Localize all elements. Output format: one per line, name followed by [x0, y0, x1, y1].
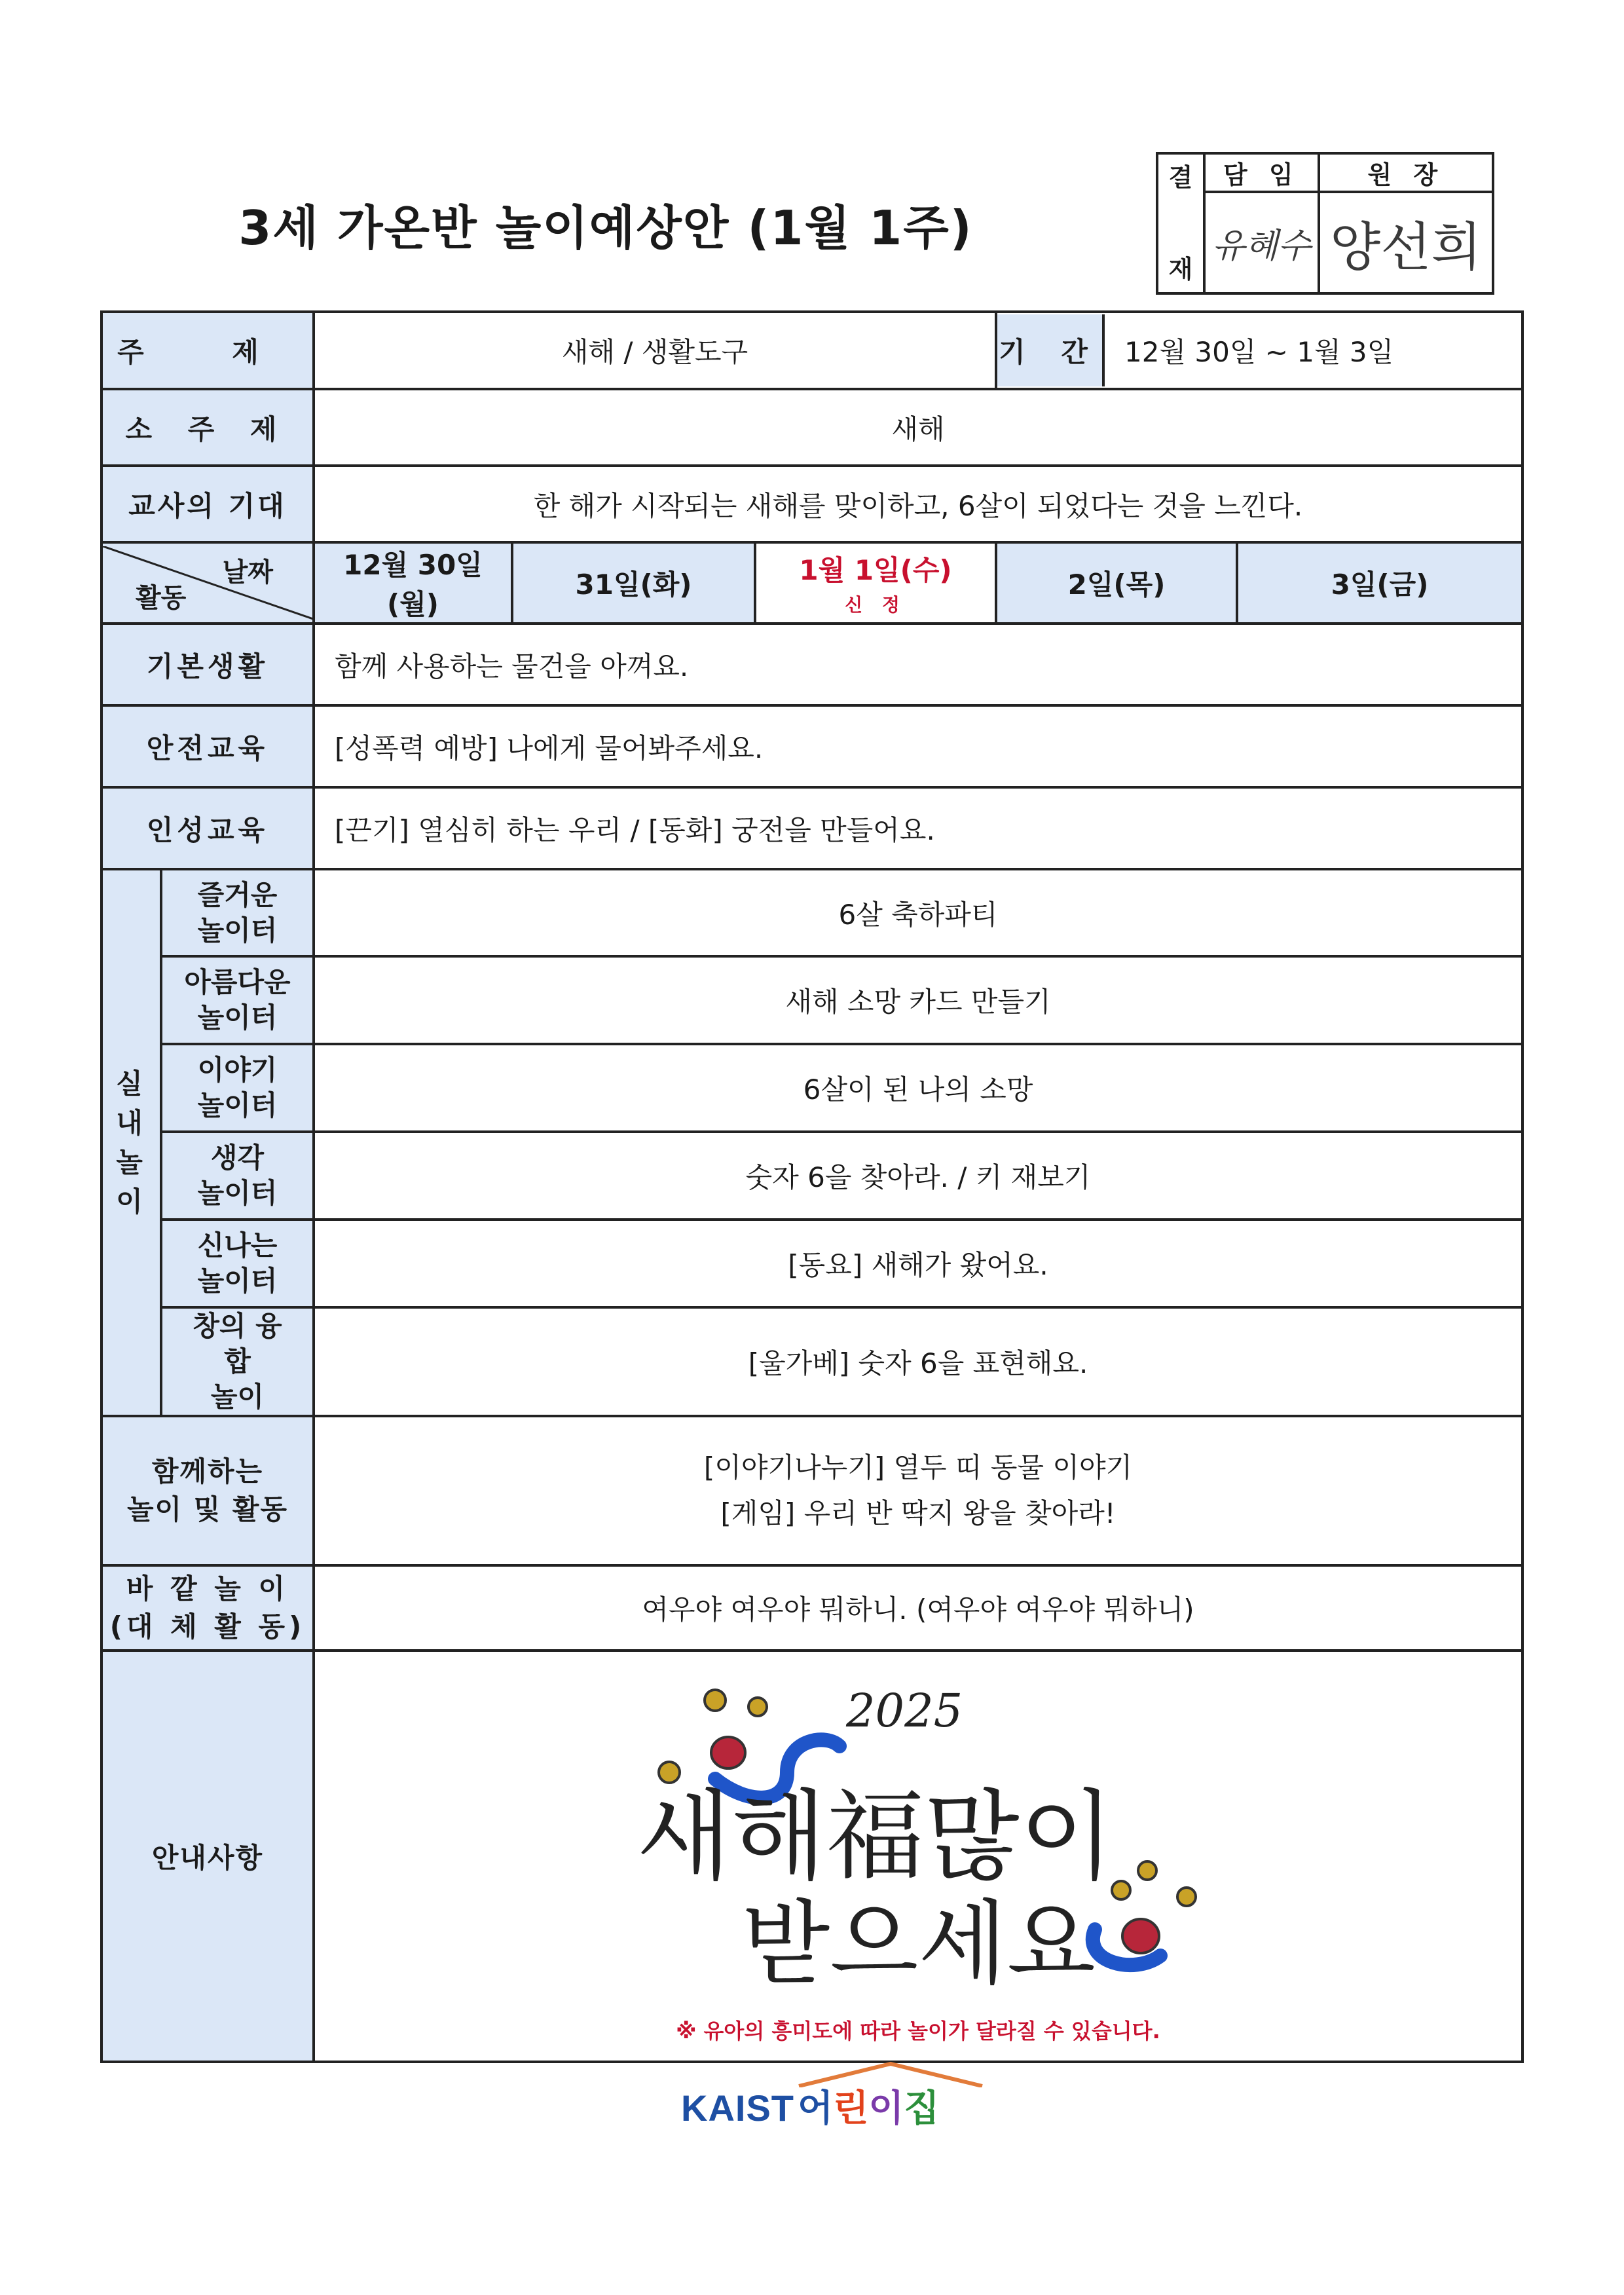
theme-value: 새해 / 생활도구	[314, 312, 996, 389]
area-label-1b: 놀이터	[197, 914, 278, 946]
safety-value: [성폭력 예방] 나에게 물어봐주세요.	[314, 705, 1522, 787]
area-label-6a: 창의 융합	[193, 1310, 282, 1377]
coin-icon	[1177, 1888, 1196, 1906]
basic-life-value: 함께 사용하는 물건을 아껴요.	[314, 624, 1522, 705]
expectation-value: 한 해가 시작되는 새해를 맞이하고, 6살이 되었다는 것을 느낀다.	[314, 466, 1522, 542]
subtheme-row	[101, 389, 1522, 466]
area-label-4b: 놀이터	[197, 1177, 278, 1209]
indoor-row-4	[101, 1132, 1522, 1220]
notice-label: 안내사항	[101, 1651, 314, 2062]
indoor-char-3: 놀	[116, 1146, 147, 1178]
basic-life-row	[101, 624, 1522, 705]
indoor-play-label	[101, 869, 161, 1416]
approval-role-director: 원 장	[1319, 153, 1493, 192]
together-row	[101, 1416, 1522, 1565]
outdoor-value: 여우야 여우야 뭐하니. (여우야 여우야 뭐하니)	[314, 1565, 1522, 1651]
expectation-label: 교사의 기대	[101, 466, 314, 542]
day-mon: 12월 30일(월)	[314, 542, 512, 624]
outdoor-label	[101, 1565, 314, 1651]
diagonal-divider	[103, 546, 315, 620]
notice-footnote: ※ 유아의 흥미도에 따라 놀이가 달라질 수 있습니다.	[676, 2019, 1160, 2043]
date-header-row	[101, 542, 1522, 624]
indoor-row-1	[101, 869, 1522, 956]
day-wed-holiday	[755, 542, 996, 624]
notice-content	[314, 1651, 1522, 2062]
safety-row	[101, 705, 1522, 787]
approval-side-bottom: 재	[1168, 255, 1193, 284]
approval-side-label	[1157, 153, 1204, 293]
indoor-row-2	[101, 956, 1522, 1044]
expectation-row	[101, 466, 1522, 542]
indoor-char-2: 내	[116, 1106, 147, 1139]
area-label-1a: 즐거운	[197, 878, 278, 911]
lucky-pouch-icon	[1122, 1919, 1159, 1953]
footer-logo	[681, 2080, 940, 2138]
area-value-6: [울가베] 숫자 6을 표현해요.	[314, 1307, 1522, 1416]
coin-icon	[1138, 1861, 1156, 1880]
area-label-3	[161, 1044, 314, 1132]
area-value-4: 숫자 6을 찾아라. / 키 재보기	[314, 1132, 1522, 1220]
art-line-1: 새해福많이	[637, 1780, 1115, 1894]
director-signature	[1319, 192, 1493, 293]
outdoor-label-2: (대 체 활 동)	[109, 1611, 306, 1643]
date-activity-header	[101, 542, 314, 624]
area-label-5a: 신나는	[197, 1229, 278, 1261]
theme-row	[101, 312, 1522, 389]
art-line-2: 받으세요	[741, 1891, 1096, 1998]
logo-char-4: 집	[904, 2087, 940, 2130]
together-line-2: [게임] 우리 반 딱지 왕을 찾아라!	[720, 1497, 1116, 1529]
indoor-char-4: 이	[116, 1185, 147, 1218]
area-label-2b: 놀이터	[197, 1001, 278, 1034]
together-label-1: 함께하는	[151, 1455, 264, 1487]
indoor-row-5	[101, 1220, 1522, 1307]
together-label-2: 놀이 및 활동	[126, 1493, 289, 1525]
together-line-1: [이야기나누기] 열두 띠 동물 이야기	[703, 1451, 1133, 1483]
day-thu: 2일(목)	[996, 542, 1237, 624]
character-row	[101, 787, 1522, 869]
coin-icon	[748, 1698, 767, 1716]
page-title: 3세 가온반 놀이예상안 (1월 1주)	[238, 200, 973, 255]
day-tue: 31일(화)	[512, 542, 755, 624]
area-label-3a: 이야기	[197, 1054, 278, 1086]
area-label-6	[161, 1307, 314, 1416]
area-value-1: 6살 축하파티	[314, 869, 1522, 956]
indoor-row-6	[101, 1307, 1522, 1416]
outdoor-label-1: 바 깥 놀 이	[126, 1573, 289, 1605]
area-label-2	[161, 956, 314, 1044]
area-label-4a: 생각	[210, 1142, 265, 1174]
day-fri: 3일(금)	[1237, 542, 1522, 624]
area-label-1	[161, 869, 314, 956]
coin-icon	[1112, 1881, 1130, 1899]
period-value: 12월 30일 ~ 1월 3일	[1124, 336, 1394, 368]
plan-table	[100, 310, 1524, 2063]
period-cell	[996, 312, 1522, 389]
teacher-signature	[1204, 192, 1319, 293]
outdoor-row	[101, 1565, 1522, 1651]
area-value-2: 새해 소망 카드 만들기	[314, 956, 1522, 1044]
character-value: [끈기] 열심히 하는 우리 / [동화] 궁전을 만들어요.	[314, 787, 1522, 869]
area-label-3b: 놀이터	[197, 1089, 278, 1121]
subtheme-label: 소 주 제	[101, 389, 314, 466]
activity-header-label: 활동	[136, 583, 187, 613]
new-year-greeting-art	[623, 1674, 1213, 2002]
together-label	[101, 1416, 314, 1565]
basic-life-label: 기본생활	[101, 624, 314, 705]
art-year: 2025	[846, 1684, 963, 1738]
lucky-pouch-icon	[711, 1737, 745, 1768]
teacher-signature-text: 유혜수	[1211, 227, 1311, 266]
house-roof-icon	[760, 2061, 1022, 2087]
kaist-logo-text: KAIST	[681, 2087, 794, 2129]
indoor-row-3	[101, 1044, 1522, 1132]
theme-label: 주 제	[101, 312, 314, 389]
approval-role-teacher: 담 임	[1204, 153, 1319, 192]
indoor-char-1: 실	[116, 1067, 147, 1100]
period-label: 기 간	[997, 314, 1105, 386]
area-value-3: 6살이 된 나의 소망	[314, 1044, 1522, 1132]
together-value	[314, 1416, 1522, 1565]
area-label-5b: 놀이터	[197, 1265, 278, 1297]
notice-row	[101, 1651, 1522, 2062]
logo-char-2: 린	[833, 2087, 869, 2130]
subtheme-value: 새해	[314, 389, 1522, 466]
area-label-6b: 놀이	[210, 1381, 265, 1413]
area-value-5: [동요] 새해가 왔어요.	[314, 1220, 1522, 1307]
safety-label: 안전교육	[101, 705, 314, 787]
date-header-label: 날짜	[222, 557, 273, 588]
director-signature-text: 양선희	[1329, 217, 1482, 278]
day-wed-label: 1월 1일(수)	[799, 554, 952, 586]
area-label-5	[161, 1220, 314, 1307]
logo-char-1: 어	[798, 2087, 834, 2130]
area-label-2a: 아름다운	[184, 966, 291, 998]
coin-icon	[705, 1690, 726, 1711]
area-label-4	[161, 1132, 314, 1220]
logo-char-3: 이	[868, 2087, 904, 2130]
holiday-name: 신 정	[845, 594, 906, 616]
character-label: 인성교육	[101, 787, 314, 869]
approval-box	[1156, 152, 1494, 295]
approval-side-top: 결	[1168, 163, 1193, 192]
